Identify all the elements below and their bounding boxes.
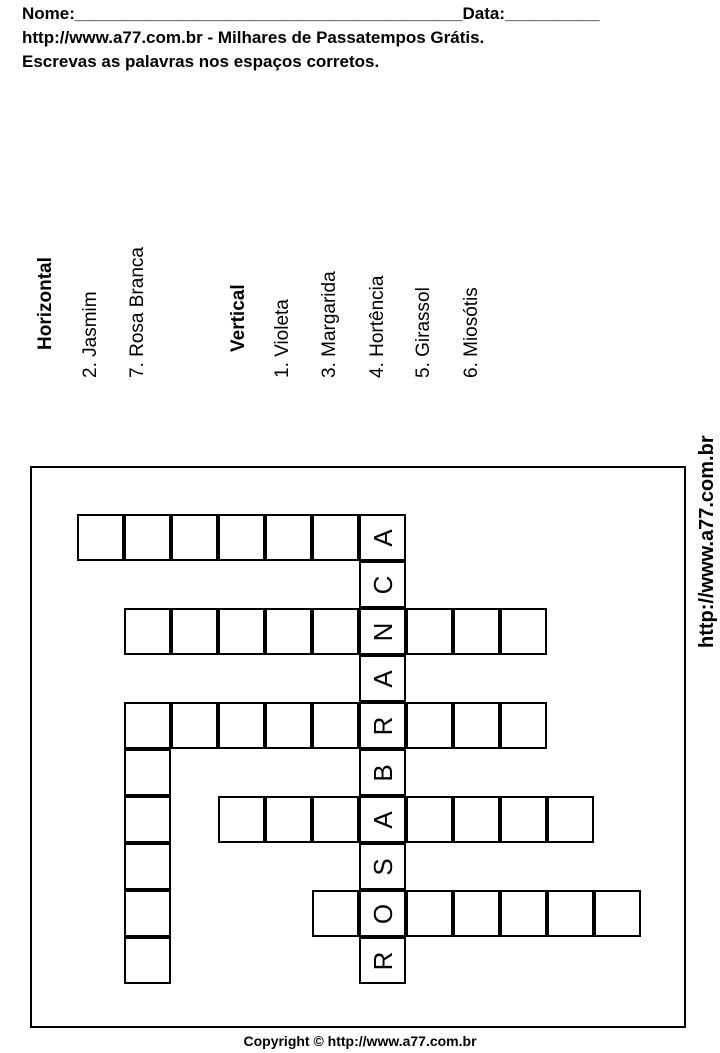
crossword-cell[interactable] [359, 655, 406, 702]
crossword-cell[interactable] [500, 796, 547, 843]
crossword-cell[interactable] [124, 937, 171, 984]
given-letter: N [367, 622, 398, 641]
horizontal-clues-title: Horizontal [35, 257, 56, 350]
crossword-cell[interactable] [171, 514, 218, 561]
crossword-cell[interactable] [124, 608, 171, 655]
given-letter: O [367, 903, 398, 924]
crossword-cell[interactable] [171, 702, 218, 749]
crossword-cell[interactable] [124, 843, 171, 890]
given-letter: A [367, 669, 398, 688]
crossword-cell[interactable] [124, 514, 171, 561]
crossword-cell[interactable] [312, 514, 359, 561]
horizontal-clue: 2. Jasmim [80, 291, 101, 378]
horizontal-clue: 7. Rosa Branca [127, 247, 148, 378]
crossword-cell[interactable] [406, 702, 453, 749]
crossword-cell[interactable] [500, 702, 547, 749]
crossword-cell[interactable] [265, 608, 312, 655]
crossword-cell[interactable] [312, 890, 359, 937]
given-letter: A [367, 528, 398, 547]
crossword-cell[interactable] [124, 749, 171, 796]
crossword-cell[interactable] [359, 843, 406, 890]
crossword-cell[interactable] [406, 608, 453, 655]
vertical-clue: 3. Margarida [319, 271, 340, 378]
crossword-cell[interactable] [500, 890, 547, 937]
crossword-cell[interactable] [265, 796, 312, 843]
crossword-cell[interactable] [265, 514, 312, 561]
given-letter: R [367, 951, 398, 970]
crossword-cell[interactable] [453, 796, 500, 843]
crossword-cell[interactable] [359, 890, 406, 937]
crossword-cell[interactable] [453, 890, 500, 937]
crossword-cell[interactable] [359, 749, 406, 796]
crossword-cell[interactable] [547, 890, 594, 937]
crossword-cell[interactable] [312, 608, 359, 655]
given-letter: B [367, 763, 398, 782]
instruction-text: Escrevas as palavras nos espaços corretos. [22, 52, 380, 71]
crossword-cell[interactable] [594, 890, 641, 937]
crossword-cell[interactable] [312, 796, 359, 843]
crossword-cell[interactable] [359, 702, 406, 749]
crossword-cell[interactable] [547, 796, 594, 843]
vertical-clue: 6. Miosótis [461, 287, 482, 378]
crossword-cell[interactable] [359, 514, 406, 561]
crossword-cell[interactable] [359, 561, 406, 608]
crossword-cell[interactable] [453, 702, 500, 749]
copyright: Copyright © http://www.a77.com.br [243, 1033, 477, 1049]
given-letter: S [367, 857, 398, 876]
given-letter: R [367, 716, 398, 735]
crossword-cell[interactable] [218, 514, 265, 561]
crossword-cell[interactable] [359, 608, 406, 655]
crossword-cell[interactable] [218, 702, 265, 749]
crossword-cell[interactable] [218, 796, 265, 843]
crossword-cell[interactable] [124, 796, 171, 843]
vertical-clue: 4. Hortência [367, 275, 388, 378]
vertical-clues-title: Vertical [228, 284, 249, 352]
crossword-cell[interactable] [453, 608, 500, 655]
given-letter: C [367, 575, 398, 594]
crossword-cell[interactable] [171, 608, 218, 655]
crossword-cell[interactable] [124, 702, 171, 749]
name-date-line: Nome:_________________________________________Data:__________ [22, 4, 600, 23]
crossword-cell[interactable] [500, 608, 547, 655]
crossword-cell[interactable] [406, 890, 453, 937]
crossword-cell[interactable] [218, 608, 265, 655]
crossword-cell[interactable] [265, 702, 312, 749]
side-url: http://www.a77.com.br [696, 435, 718, 648]
site-line: http://www.a77.com.br - Milhares de Passatempos Grátis. [22, 28, 485, 47]
crossword-cell[interactable] [312, 702, 359, 749]
crossword-cell[interactable] [124, 890, 171, 937]
crossword-cell[interactable] [359, 937, 406, 984]
given-letter: A [367, 810, 398, 829]
crossword-cell[interactable] [359, 796, 406, 843]
crossword-cell[interactable] [406, 796, 453, 843]
crossword-cell[interactable] [77, 514, 124, 561]
vertical-clue: 5. Girassol [413, 287, 434, 378]
vertical-clue: 1. Violeta [272, 299, 293, 378]
